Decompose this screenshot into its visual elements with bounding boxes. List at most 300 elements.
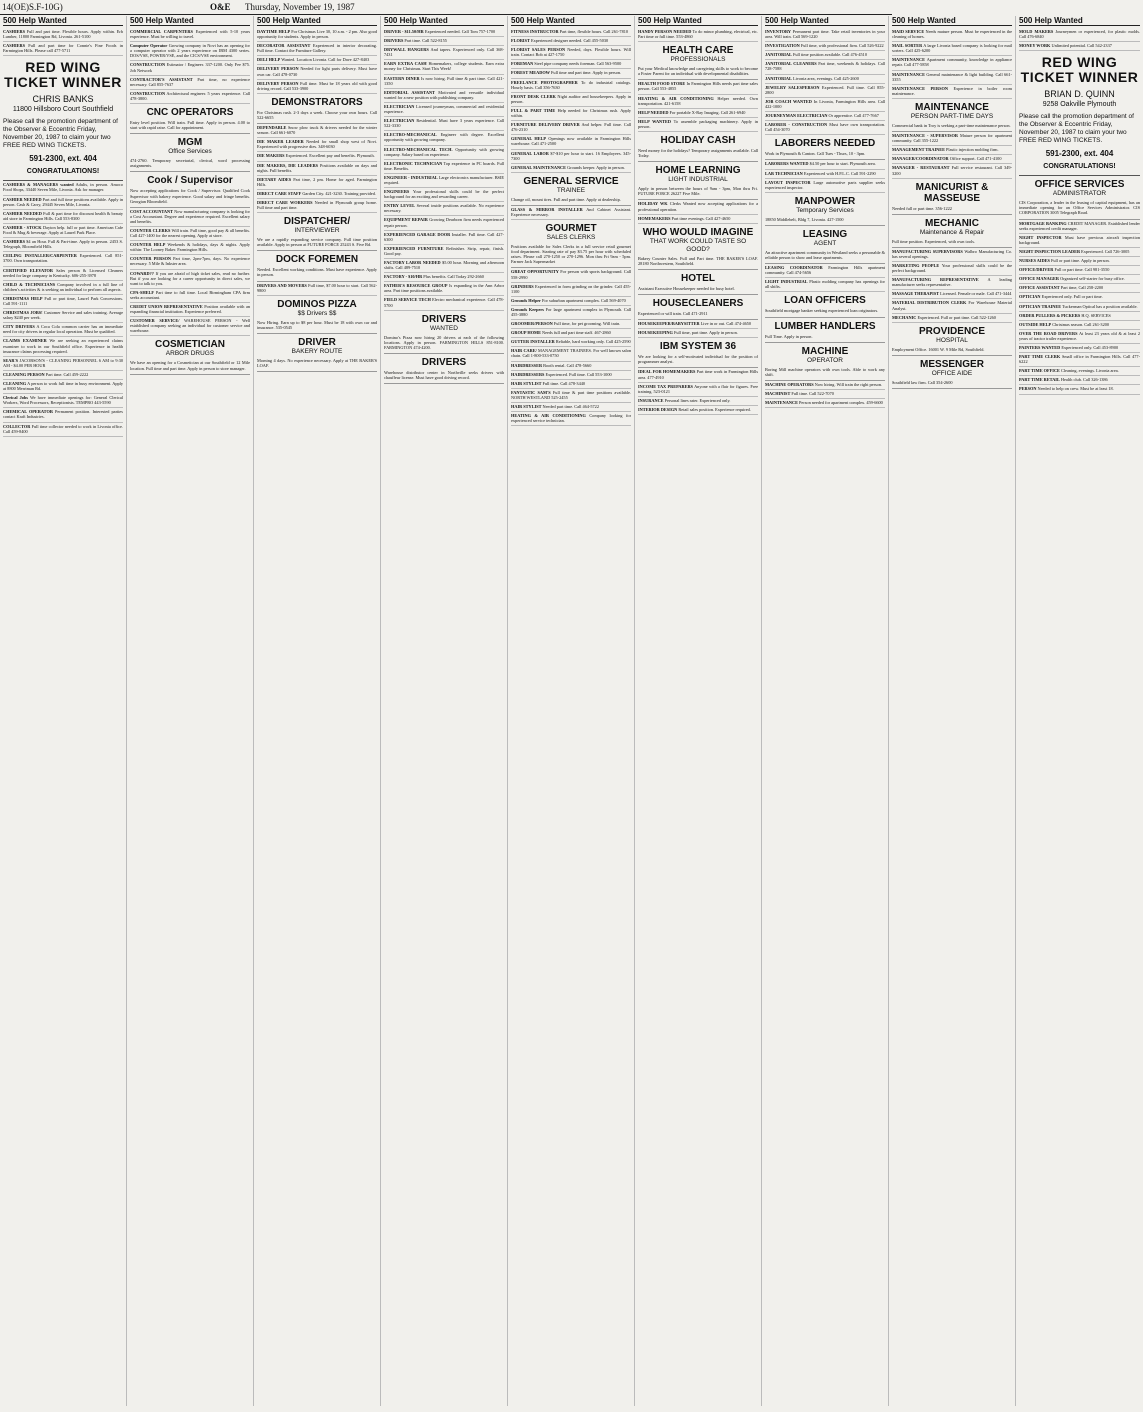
ad-heading: DELIVERY PERSON [257,80,299,86]
ad-heading: INCOME TAX PREPARERS [638,383,693,389]
ad-listing [130,241,250,255]
ad-heading: GENERAL LABOR [511,150,549,156]
ad-heading: Computer Operator [130,43,168,49]
ad-listing [130,61,250,75]
ad-listing [384,131,504,145]
ad-body: Needed part time. Call 464-5722 [542,404,599,410]
section-heading: 500 Help Wanted [257,16,377,26]
ad-heading: EDITORIAL ASSISTANT [384,89,435,95]
ad-heading: JOURNEYMAN ELECTRICIAN [765,113,828,119]
ad-body: To assemble packaging machinery. Apply in person. [638,118,758,129]
ad-listing [511,93,631,107]
ad-listing [1019,367,1140,376]
ad-body: In Livonia, Farmington Hills area. Call 422-1000 [765,98,886,109]
ad-body: Full time position available. Call 476-4510 [792,52,867,58]
ad-body: Part time, 2pm-7pm, days. No experience necessary. 5 Mile & Inkster area. [130,256,250,267]
display-ad-subtitle: LIGHT INDUSTRIAL [668,176,728,184]
ad-body: Permanent part time. Take retail inventories in your area. Will train. Call 569-1220 [765,29,885,40]
ad-heading: OFFICE ASSISTANT [1019,285,1060,291]
ad-body: Experienced with 5-10 years experience. Must be willing to travel. [130,29,250,40]
ad-heading: EXPERIENCED FURNITURE [384,245,444,251]
ad-heading: SEAR'S [3,357,19,363]
ad-heading: FLORIST [511,38,530,44]
display-ad [638,224,758,270]
ad-listing [638,320,758,329]
display-ad-subtitle: ARBOR DRUGS [165,350,215,358]
ad-listing [257,124,377,138]
ad-heading: MOLD MAKERS [1019,29,1054,34]
ad-listing [892,28,1012,42]
display-ad [638,338,758,368]
display-ad-title: LABORERS NEEDED [774,138,876,150]
ad-listing [384,273,504,282]
ad-listing [765,28,885,42]
ad-body: Needed, days. Flexible hours. Will train. Contact Bob at 427-1750 [511,47,631,58]
display-ad [765,318,885,343]
ad-listing [3,323,123,337]
ad-heading: COUNTER HELP [130,242,166,248]
ad-listing [1019,220,1140,234]
ad-heading: CLEANING PERSON [3,371,45,377]
display-ad-title: DRIVERS [421,313,467,325]
ad-heading: OFFICE/DRIVER [1019,267,1054,273]
ad-body: WAREHOUSE PERSON - Well established company seeking an individual for customer service and warehouse. [130,318,250,334]
ad-heading: MANAGEMENT TRAINEE [892,147,945,153]
display-ad [638,270,758,295]
section-heading: 500 Help Wanted [511,16,631,26]
ad-listing [3,295,123,309]
ad-listing [765,381,885,390]
ad-body: Needed for small shop west of Novi. Experienced with progressive dies. 348-6030 [257,139,377,150]
ad-heading: ENGINEER - INDUSTRIAL [384,174,438,180]
ad-heading: CASHIER NEEDED [3,210,42,216]
ad-listing [511,329,631,338]
ad-body: Must have own transportation. Call 454-3070 [765,122,885,133]
ad-body: Electro mechanical experience. Call 478-5700 [384,297,505,308]
display-ad-title: PROVIDENCE [918,325,986,337]
ad-heading: JANITORIAL CLEANERS [765,61,817,67]
display-ad [1019,176,1140,219]
ad-heading: DECORATOR ASSISTANT [257,43,311,49]
section-heading: 500 Help Wanted [3,16,123,26]
ad-listing [1019,385,1140,394]
ad-heading: GLASS & MIRROR INSTALLER [511,206,583,212]
display-ad-title: WHO WOULD IMAGINE [642,226,754,238]
ad-body: Experienced in interior decorating. Full time. Contact the Furniture Gallery. [257,43,377,54]
ad-listing [638,397,758,406]
ad-heading: CHRISTMAS JOBS! [3,310,43,316]
ad-heading: MAINTENANCE - SUPERVISOR [892,133,958,139]
ad-heading: CASHIERS & MANAGERS wanted [3,182,74,188]
classified-column [635,16,762,1406]
display-ad [511,220,631,268]
ticket-winner-box [3,56,123,181]
ad-body: MANAGEMENT TRAINEES. For well known salon chain. Call 1-800-533-0750 [511,348,631,359]
display-ad-body: Full Time. Apply in person. [765,333,813,339]
display-ad [130,104,250,134]
display-ad-title: MECHANIC [925,217,979,229]
display-ad-body: 474-2760. Temporary secretarial, clerical, word processing assignments. [130,158,250,169]
ad-listing [384,174,504,188]
ad-listing [892,85,1012,99]
ad-body: We are seeking an experienced claims examiner to work in our Southfield office. Experience in health insurance claims processing required. [3,338,124,354]
ad-body: Snow plow truck & drivers needed for the winter season. Call 661-6070 [257,125,377,136]
display-ad-subtitle: $$ Drivers $$ [297,309,337,317]
ad-listing [3,309,123,323]
ad-listing [384,296,504,310]
ad-listing [1019,330,1140,344]
display-ad-subtitle: TRAINEE [556,186,586,194]
ad-heading: CASHIER - STOCK [3,224,42,230]
ad-body: Needed for light parts delivery. Must have own car. Call 478-0730 [257,66,377,77]
display-ad [765,343,885,381]
display-ad-title: DOCK FOREMEN [275,254,359,266]
ad-heading: DRYWALL HANGERS [384,47,429,53]
ad-body: Night auditor and housekeepers. Apply in person. [511,93,632,104]
ad-heading: COUNTER PERSON [130,256,172,262]
ad-listing [257,176,377,190]
ad-heading: CREDIT UNION REPRESENTATIVE [130,304,203,309]
ad-heading: HELP WANTED [638,118,671,124]
ad-body: Full time collector needed to work in Livonia office. Call 459-8400 [3,423,123,434]
ad-listing [765,51,885,60]
classified-column [889,16,1016,1406]
ad-listing [892,42,1012,56]
ad-heading: OFFICE MANAGER [1019,276,1059,282]
display-ad-body: Commercial bank in Troy is seeking a part-time maintenance person. [892,122,1011,128]
display-ad-title: COSMETICIAN [155,339,225,351]
ad-body: A leading manufacturer seeks representative. [892,277,1013,288]
ad-body: Full service restaurant. Call 349-3200 [892,165,1013,176]
ad-body: We have immediate openings for: General Clerical Workers, Word Processors, Receptionists. TEMPRO 443-5590 [3,395,123,406]
ad-listing [638,95,758,109]
ad-body: And Cabinet Assistant. Experience necessary. [511,206,631,217]
ad-body: Top experience in PC boards. Full time. Benefits. [384,160,504,171]
ad-heading: LAB TECHNICIAN [765,170,803,176]
ad-listing [384,37,504,46]
winner-name: CHRIS BANKS [32,94,94,105]
ad-heading: DRIVERS AND MOVERS [257,282,307,288]
ad-listing [1019,353,1140,367]
ad-listing [3,238,123,252]
ad-heading: JOB COACH WANTED [765,98,812,104]
ad-body: Part time, 2 pm. Home for aged. Farmington Hills. [257,176,377,187]
ad-listing [257,138,377,152]
ad-body: Live in or out. Call 474-4650 [700,321,752,327]
ad-listing [1019,312,1140,321]
section-heading: 500 Help Wanted [765,16,885,26]
ad-heading: MAINTENANCE [892,71,925,77]
ad-heading: COST ACCOUNTANT [130,208,173,214]
ad-heading: GROOMER/PERSON [511,321,553,327]
ad-body: Experienced. Call 726-3005 [1081,248,1130,254]
ad-listing [1019,293,1140,302]
ad-body: Personal lines rater. Experienced only. [664,397,731,403]
ad-listing [130,255,250,269]
display-ad [892,323,1012,356]
display-ad-title: Cook / Supervisor [147,175,233,187]
ad-heading: FIELD SERVICE TECH [384,297,431,303]
ad-heading: DIRECT CARE STAFF [257,190,302,196]
ad-heading: HAIRDRESSER [511,362,543,368]
ad-listing [511,37,631,46]
ad-body: Engineer with degree. Excellent opportunity with growing company. [384,132,505,143]
ad-body: Estimator / Engineer. 337-1200. Only Fee $75. Job Network [130,62,250,73]
display-ad [257,251,377,281]
paper-name: O&E [210,2,231,12]
display-ad-title: HOTEL [681,272,715,284]
ad-heading: ELECTRO-MECHANICAL TECH. [384,146,453,152]
ad-heading: OPTICIAN [1019,294,1041,300]
ad-heading: INSURANCE [638,397,664,403]
ad-body: Or apprentice. Call 477-7667 [828,113,879,119]
ad-body: Adults, in person. Amoco Food Shops, 33440 Seven Mile, Livonia. Ask for manager. [3,182,123,193]
display-ad-title: HOUSECLEANERS [652,297,744,309]
ad-body: Needs full and part time staff. 467-2860 [542,330,611,336]
display-ad-title: MACHINE [801,345,849,357]
ad-listing [511,60,631,69]
ad-body: JACOBSON'S - CLEANING PERSONNEL 6 AM to 9:30 AM - $4.00 PER HOUR [3,357,124,368]
ad-body: General maintenance & light building. Call 661-3355 [892,71,1012,82]
ad-body: Full time. Call 478-3440 [542,380,586,386]
ad-body: Part and full time positions available. Apply in person. Cash & Carry, 29445 Seven Mile, Livonia. [3,196,123,207]
ad-body: Your professional skills could be the perfect background. [892,262,1012,274]
ad-body: Is now hiring. Full time & part time. Call 421-1350 [384,75,505,86]
ad-body: Positions available on days and nights. Full benefits. [257,162,377,173]
ad-body: Plastic molding company has openings for all shifts. [765,279,885,290]
display-ad [257,334,377,372]
display-ad [638,42,758,80]
ad-listing [384,188,504,202]
ad-listing [3,371,123,380]
ad-body: Customer Service and sales training. Average salary $240 per week. [3,310,123,321]
display-ad-body: Southfield mortgage banker seeking experienced loan originators. [765,308,879,314]
display-ad-title: LEASING [802,228,848,240]
display-ad-body: We are looking for a self-motivated individual for the position of programmer analyst. [638,354,758,365]
ad-listing [765,179,885,193]
classified-column [508,16,635,1406]
ad-heading: LIGHT INDUSTRIAL [765,279,808,285]
congratulations-text: CONGRATULATIONS! [1043,163,1116,171]
ad-body: Large electronics manufacturer. BSIE required. [384,174,505,185]
ad-listing [384,46,504,60]
ad-heading: PART TIME OFFICE [1019,368,1060,374]
ad-listing [384,75,504,89]
ad-listing [892,262,1012,276]
display-ad-body: Employment Office. 16001 W. 9 Mile Rd, Southfield. [892,346,985,352]
ad-body: Full time, with professional firm. Call 526-9222 [800,43,884,49]
display-ad-subtitle: THAT WORK COULD TASTE SO GOOD? [649,237,747,253]
ad-listing [384,103,504,117]
ad-body: Full or part time. Apply in person. [1051,258,1110,264]
display-ad [384,311,504,354]
ad-heading: OUTSIDE HELP [1019,321,1052,327]
ad-body: Full time & part time positions available. NORTH WESTLAND 525-2455 [511,389,631,400]
ad-heading: EQUIPMENT REPAIR [384,217,428,223]
ad-listing [384,117,504,131]
ad-listing [3,281,123,295]
ad-heading: GROUP HOME [511,330,541,336]
ad-heading: FOREMAN [511,61,534,67]
ad-listing [511,362,631,371]
ad-body: Experienced needed. Call Tom 757-1700 [424,29,496,34]
ad-body: Dayton help. full or part time. American Cafe Food & Mug & beverage. Apply at Laurel Park Place. [3,224,124,236]
ad-body: Full and part time for Connie's Fine Foods in Farmington Hills. Please call 477-5711 [3,43,123,54]
ad-listing [511,150,631,164]
ad-body: $4 an Hour. Full & Part-time. Apply in person. 2453 S. Telegraph, Bloomfield Hills. [3,239,123,250]
ad-listing [384,245,504,259]
ad-listing [3,380,123,394]
ad-heading: COWARD?? [130,270,154,276]
ad-listing [638,80,758,94]
ad-body: Full time, part time. Apply in person. [673,330,738,336]
ad-body: Experienced designer needed. Call 455-5030 [530,38,609,44]
ad-heading: INVENTORY [765,29,792,34]
display-ad [384,354,504,384]
ad-listing [765,42,885,51]
ad-body: Plastic injection molding firm. [946,147,999,153]
ad-heading: HAIRDRESSERS [511,371,545,377]
ad-listing [765,84,885,98]
ad-listing [638,383,758,397]
display-ad-subtitle: PERSON PART-TIME DAYS [910,112,994,120]
ad-listing [1019,344,1140,353]
ad-body: Needs mature person. Must be experienced in the cleaning of homes. [892,29,1012,40]
ad-listing [257,42,377,56]
display-ad-body: Positions available for Sales Clerks in a full service retail gourmet food department. Starting rate of pay $3.75 per hour with scheduled raises. Please call 270-1250 or 270-1296. Mon thru Fri 9am - 5pm. Farmer Jack Supermarket [511,244,631,265]
display-ad [765,135,885,160]
ad-listing [1019,257,1140,266]
ad-heading: CHILD & TECHNICIANS [3,281,56,287]
display-ad-body: Full time position. Experienced, with own tools. [892,238,975,244]
display-ad [638,295,758,320]
ad-listing [892,290,1012,299]
ad-listing [3,252,123,266]
ad-listing [511,268,631,282]
ad-listing [511,135,631,149]
ad-listing [3,408,123,422]
display-ad-subtitle: OPERATOR [807,356,843,364]
ad-heading: GENERAL HELP [511,136,547,142]
ad-listing [257,65,377,79]
ad-heading: MANUFACTURING REPRESENTATIVE [892,277,979,283]
ad-body: Growing Dearborn firm needs experienced repair person. [384,217,505,228]
ad-listing [511,371,631,380]
ad-heading: JANITORIAL [765,75,792,81]
ad-body: Experienced. Excellent pay and benefits. Plymouth. [285,153,375,159]
ad-body: For Warehouse Material Analyst. [892,300,1012,311]
ad-body: Grounds keeper. Apply in person. [567,164,625,170]
section-heading: 500 Help Wanted [130,16,250,26]
ad-listing [638,368,758,382]
ad-heading: MAIL SORTER [892,43,923,49]
ad-listing [1019,284,1140,293]
ad-body: Journeymen or experienced, for plastic molds. Call 476-6840 [1019,29,1140,40]
ad-heading: HOUSEKEEPING [638,330,673,336]
display-ad-title: DRIVERS [421,356,467,368]
ad-listing [3,394,123,408]
ad-heading: FULL & PART TIME [511,107,556,113]
ad-heading: MANUFACTURING SUPERVISORS [892,248,963,254]
ad-body: Part time, flexible hours. Call 261-7810 [559,29,629,34]
ad-heading: HAIR STYLIST [511,404,542,410]
ad-heading: CONSTRUCTION [130,62,166,68]
ad-body: For portable X-Ray Imaging. Call 261-6940 [669,109,746,115]
ad-body: Full and part time. Flexible hours. Apply within. Erb Lumber, 11800 Farmington Rd, Livonia. 261-5100 [3,29,123,40]
display-ad-subtitle: HOSPITAL [936,336,968,344]
ad-listing [892,299,1012,313]
ad-listing [892,71,1012,85]
ad-heading: INVESTIGATION [765,43,800,49]
ad-heading: FOREST MEADOW [511,70,550,76]
display-ad [130,172,250,207]
ad-body: At least 23 years old & at least 2 years of tractor trailer experience. [1019,330,1140,341]
display-ad [638,132,758,162]
ad-listing [257,80,377,94]
ad-body: Weekends & holidays, days & nights. Apply within: The Looney Baker. Farmington Hills. [130,242,251,253]
ad-body: Small office in Farmington Hills. Call 477-6222 [1019,354,1141,365]
ad-listing [130,303,250,317]
ad-body: Office support. Call 471-4100 [949,156,1002,162]
ad-listing [130,227,250,241]
ad-body: Garden City. 421-3230. Training provided. [302,190,376,196]
ad-heading: FACTORY LABOR NEEDED [384,260,441,265]
ad-listing [130,317,250,336]
ad-body: Full or part time. Call 981-3550 [1054,267,1110,273]
ad-heading: Grounds Helper [511,297,541,303]
ad-heading: ORDER PULLERS & PICKERS [1019,312,1081,318]
ad-listing [1019,266,1140,275]
display-ad-body: Needed full or part time. 356-1222 [892,205,952,211]
ad-listing [130,90,250,104]
ad-heading: FACTORY - $10/HR [384,274,423,280]
ad-listing [638,406,758,415]
ad-heading: DRIVER - $11.50/HR [384,29,424,34]
ad-heading: NURSES AIDES [1019,258,1050,264]
ad-body: Company looking for experienced service technician. [511,413,632,424]
ad-heading: LABORERS WANTED [765,161,809,167]
winner-instructions: Please call the promotion department of the Observer & Eccentric Friday, November 20, 1987 to claim your two FREE RED WING TICKETS. [1019,113,1134,145]
display-ad-subtitle: INTERVIEWER [294,227,340,235]
ad-heading: MATERIAL DISTRIBUTION CLERK [892,300,967,306]
ad-listing [257,282,377,296]
ad-body: A large Livonia based company is looking for mail sorters. Call 425-6200 [892,43,1012,54]
ad-listing [511,69,631,78]
ad-listing [1019,42,1140,51]
ad-body: Experienced with H.P.L.C. Call 591-2290 [803,170,876,176]
ad-heading: MORTGAGE BANKING [1019,220,1067,226]
ad-listing [3,28,123,42]
ad-body: Part time evenings. Call 427-4650 [671,215,731,221]
ad-listing [765,160,885,169]
classified-column [0,16,127,1406]
ad-body: Tuckerman Optical has a position available. [1062,303,1138,309]
display-ad-title: IBM SYSTEM 36 [659,341,737,353]
ad-listing [384,282,504,296]
ad-listing [765,75,885,84]
display-ad [257,94,377,124]
ad-body: Refinisher. Strip, repair, finish. Good pay. [384,245,505,256]
display-ad-body: Morning 4 days. No experience necessary. Apply at THE BAKER'S LOAF. [257,357,377,368]
ad-body: Full & part time for discount health & beauty aid store in Farmington Hills. Call 553-8300 [3,210,124,221]
ad-body: And helper. Full time. Call 476-2310 [511,122,631,133]
ad-heading: DIE MAKER LEADER [257,139,304,145]
ad-listing [638,118,758,132]
ad-body: Livonia area, evenings. Call 425-2600 [792,75,859,81]
classified-column [127,16,254,1406]
ad-listing [130,42,250,61]
ad-listing [384,231,504,245]
